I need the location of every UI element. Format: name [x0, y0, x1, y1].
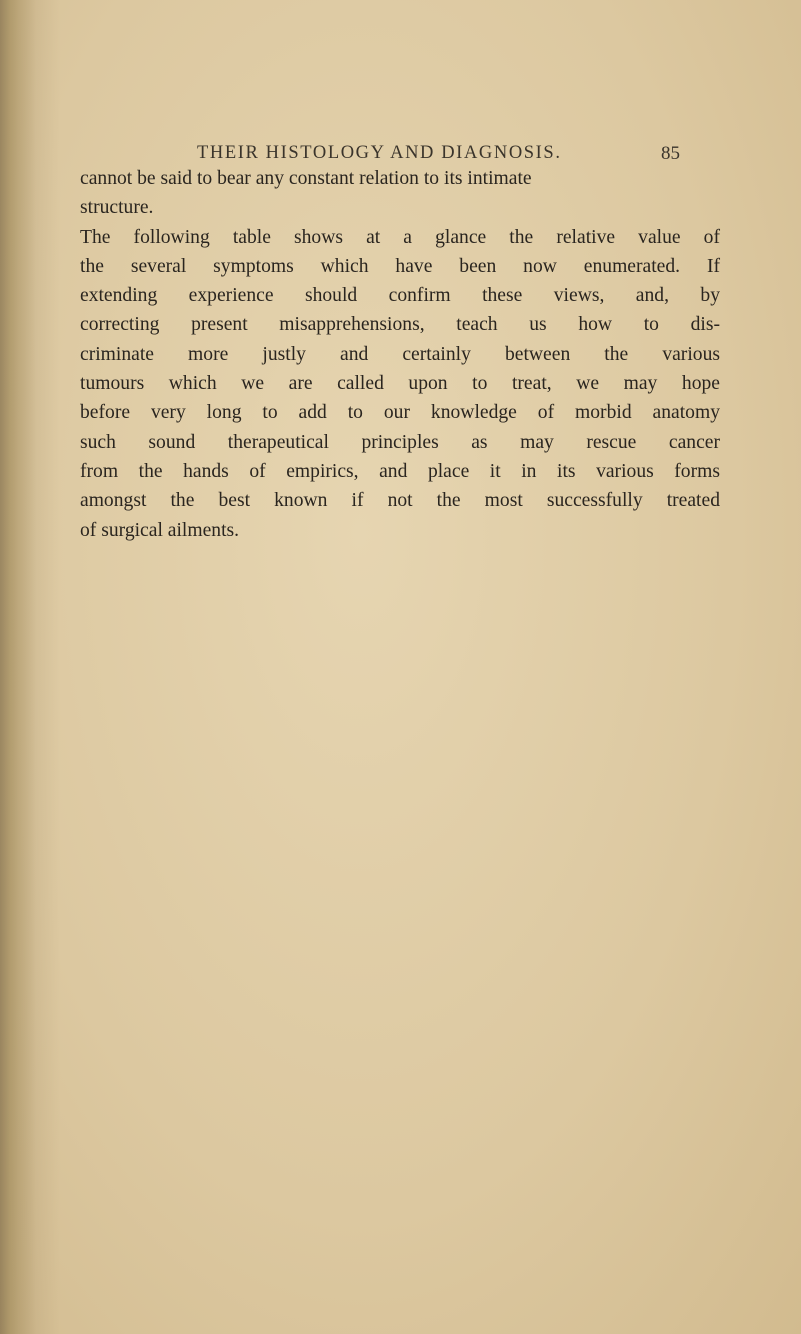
text-line: The following table shows at a glance the relative value of: [80, 226, 720, 248]
text-line: criminate more justly and certainly between the various: [80, 343, 720, 365]
text-line: such sound therapeutical principles as may rescue cancer: [80, 431, 720, 453]
page-number: 85: [661, 143, 680, 164]
text-line: cannot be said to bear any constant relation to its intimate: [80, 168, 532, 189]
page-gutter-shadow: [0, 0, 36, 1334]
text-line: before very long to add to our knowledge of morbid anatomy: [80, 402, 720, 424]
running-title: THEIR HISTOLOGY AND DIAGNOSIS.: [197, 143, 562, 163]
text-line: extending experience should confirm these views, and, by: [80, 285, 720, 307]
text-line: from the hands of empirics, and place it in its various forms: [80, 460, 720, 482]
text-line: tumours which we are called upon to treat, we may hope: [80, 373, 720, 395]
text-line: correcting present misapprehensions, teach us how to dis-: [80, 314, 720, 336]
text-line: structure.: [80, 197, 154, 219]
text-line: of surgical ailments.: [80, 519, 240, 541]
body-text: [80, 164, 720, 545]
text-line: amongst the best known if not the most successfully treated: [80, 490, 720, 512]
text-line: the several symptoms which have been now enumerated. If: [80, 255, 720, 277]
